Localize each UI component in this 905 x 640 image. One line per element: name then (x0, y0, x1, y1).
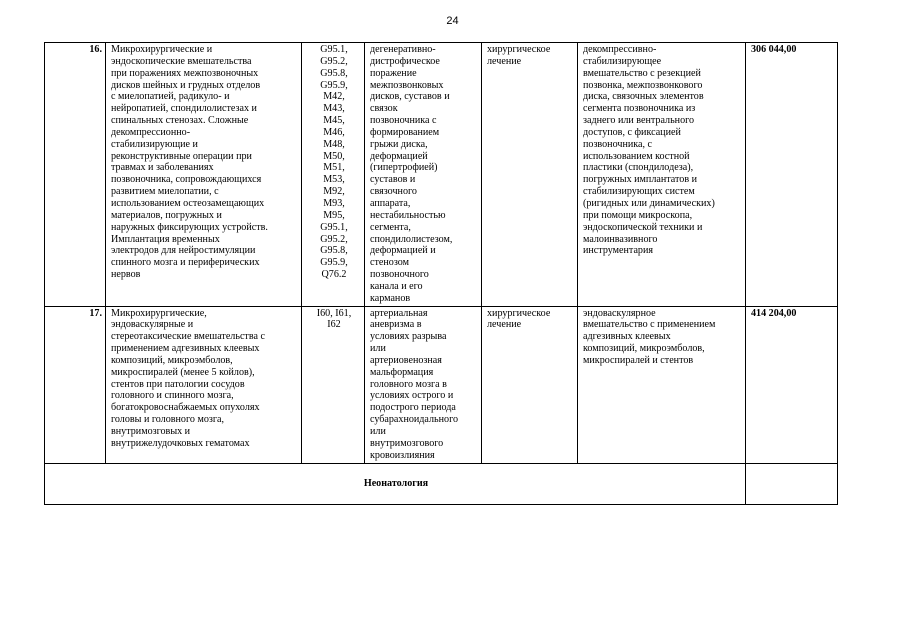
procedure-description: Микрохирургические и эндоскопические вмешательства при поражениях межпозвоночных дисков шейных и грудных отделов с миелопатией, радикуло- и нейропатией, спондилолистезах и спинальных стенозах. Сложные декомпрессионно- стабилизирующие и реконструктивные операции при травмах и заболеваниях позвоночника, сопровождающихся развитием миелопатии, с использованием остеозамещающих материалов, погружных и наружных фиксирующих устройств. Имплантация временных электродов для нейростимуляции спинного мозга и периферических нервов (106, 43, 302, 307)
section-title: Неонатология (45, 463, 746, 504)
procedures-table (44, 42, 838, 505)
patient-condition: артериальная аневризма в условиях разрыва или артериовенозная мальформация головного мозга в условиях острого и подострого периода субарахноидального или внутримозгового кровоизлияния (365, 306, 482, 463)
treatment-type: хирургическое лечение (482, 306, 578, 463)
page-number: 24 (446, 15, 459, 27)
row-number: 17. (45, 306, 106, 463)
treatment-method: декомпрессивно- стабилизирующее вмешательство с резекцией позвонка, межпозвонкового диска, связочных элементов сегмента позвоночника из заднего или вентрального доступов, с фиксацией позвоночника, с использованием костной пластики (спондилодеза), погружных имплантатов и стабилизирующих систем (ригидных или динамических) при помощи микроскопа, эндоскопической техники и малоинвазивного инструментария (578, 43, 746, 307)
section-price-cell (746, 463, 838, 504)
patient-condition: дегенеративно- дистрофическое поражение межпозвонковых дисков, суставов и связок позвоночника с формированием грыжи диска, деформацией (гипертрофией) суставов и связочного аппарата, нестабильностью сегмента, спондилолистезом, деформацией и стенозом позвоночного канала и его карманов (365, 43, 482, 307)
section-row (45, 463, 838, 504)
price: 306 044,00 (746, 43, 838, 307)
diagnosis-codes: I60, I61, I62 (302, 306, 365, 463)
procedure-description: Микрохирургические, эндоваскулярные и стереотаксические вмешательства с применением адгезивных клеевых композиций, микроэмболов, микроспиралей (менее 5 койлов), стентов при патологии сосудов головного и спинного мозга, богатокровоснабжаемых опухолях головы и головного мозга, внутримозговых и внутрижелудочковых гематомах (106, 306, 302, 463)
table-row (45, 306, 838, 463)
treatment-method: эндоваскулярное вмешательство с применением адгезивных клеевых композиций, микроэмболов, микроспиралей и стентов (578, 306, 746, 463)
price: 414 204,00 (746, 306, 838, 463)
treatment-type: хирургическое лечение (482, 43, 578, 307)
table-row (45, 43, 838, 307)
row-number: 16. (45, 43, 106, 307)
diagnosis-codes: G95.1, G95.2, G95.8, G95.9, M42, M43, M45, M46, M48, M50, M51, M53, M92, M93, M95, G95.1, G95.2, G95.8, G95.9, Q76.2 (302, 43, 365, 307)
